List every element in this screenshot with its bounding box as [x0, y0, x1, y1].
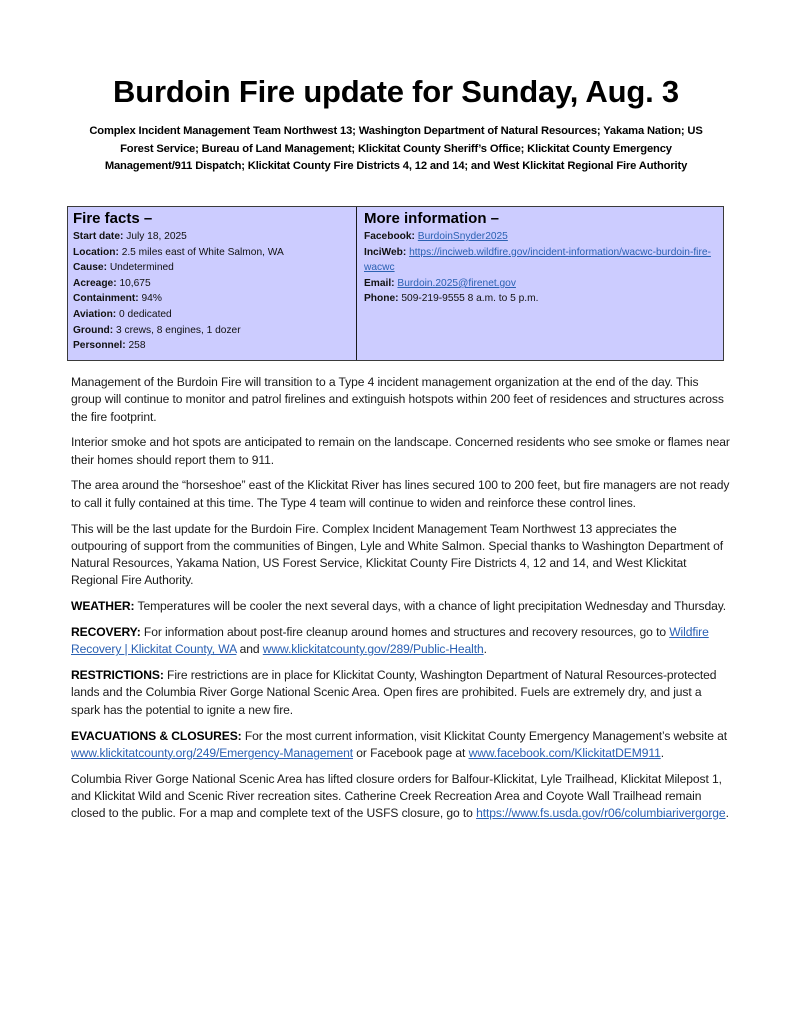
paragraph-restrictions [71, 667, 731, 719]
paragraph-thanks: This will be the last update for the Burdoin Fire. Complex Incident Management Team Northwest 13 appreciates the outpouring of support from the communities of Bingen, Lyle and White Salmon. Special thanks to Washington Department of Natural Resources, Yakama Nation, US Forest Service, Klickitat County Fire Districts 4, 12 and 14, and West Klickitat Regional Fire Authority. [71, 521, 724, 588]
fact-label: Containment: [73, 293, 139, 305]
fact-value: 258 [128, 340, 146, 352]
info-box [67, 206, 724, 361]
evacuations-text: For the most current information, visit Klickitat County Emergency Management’s website at [241, 728, 727, 743]
facebook-dem-link[interactable]: www.facebook.com/KlickitatDEM911 [468, 745, 661, 760]
recovery-label: RECOVERY: [71, 625, 141, 640]
fact-value: 2.5 miles east of White Salmon, WA [121, 246, 284, 258]
fact-label: Start date: [73, 231, 124, 242]
facebook-line [364, 229, 718, 245]
fact-label: Acreage: [73, 277, 117, 289]
fact-containment [73, 291, 351, 307]
recovery-text: For information about post-fire cleanup around homes and structures and recovery resources, go to [140, 625, 670, 640]
fact-label: Aviation: [73, 308, 117, 320]
phone-value: 509-219-9555 8 a.m. to 5 p.m. [401, 293, 539, 305]
paragraph-recovery [71, 624, 731, 659]
fire-facts-panel [68, 207, 357, 360]
inciweb-label: InciWeb: [364, 246, 407, 258]
fact-value: 3 crews, 8 engines, 1 dozer [116, 324, 241, 336]
phone-label: Phone: [364, 293, 399, 305]
fact-value: 0 dedicated [119, 308, 172, 320]
email-label: Email: [364, 277, 395, 289]
email-line [364, 276, 718, 292]
inciweb-line [364, 245, 718, 276]
page-title: Burdoin Fire update for Sunday, Aug. 3 [113, 74, 679, 109]
fact-acreage [73, 276, 351, 292]
evacuations-text: . [660, 745, 664, 760]
fact-value: 94% [141, 293, 162, 305]
paragraph-evacuations [71, 728, 731, 763]
fact-value: Undetermined [109, 262, 174, 274]
evacuations-text: or Facebook page at [353, 745, 469, 760]
inciweb-link[interactable]: https://inciweb.wildfire.gov/incident-information/wacwc-burdoin-fire-wacwc [364, 246, 711, 274]
fact-value: July 18, 2025 [126, 231, 187, 242]
fact-aviation [73, 307, 351, 323]
fire-facts-heading: Fire facts – [73, 210, 153, 227]
paragraph-smoke: Interior smoke and hot spots are anticipated to remain on the landscape. Concerned residents who see smoke or flames near their homes should report them to 911. [71, 435, 730, 467]
closures-text: Columbia River Gorge National Scenic Area has lifted closure orders for Balfour-Klickitat, Lyle Trailhead, Klickitat Milepost 1, and Klickitat Wild and Scenic River recreation sites. Catherine Creek Recreation Area and Coyote Wall Trailhead remain closed to the public. For a map and complete text of the USFS closure, go to [71, 771, 722, 821]
email-link[interactable]: Burdoin.2025@firenet.gov [397, 277, 516, 289]
paragraph-closures [71, 771, 731, 823]
more-info-panel [357, 207, 723, 360]
fact-cause [73, 260, 351, 276]
fact-label: Cause: [73, 262, 107, 274]
fact-label: Location: [73, 246, 119, 258]
fact-value: 10,675 [119, 277, 151, 289]
evacuations-label: EVACUATIONS & CLOSURES: [71, 728, 242, 743]
fact-personnel [73, 338, 351, 354]
facebook-link[interactable]: BurdoinSnyder2025 [417, 231, 508, 242]
paragraph-horseshoe: The area around the “horseshoe” east of the Klickitat River has lines secured 100 to 200 feet, but fire managers are not ready to call it fully contained at this time. The Type 4 team will continue to widen and reinforce these control lines. [71, 478, 730, 510]
more-info-heading: More information – [364, 210, 500, 227]
recovery-text: and [236, 642, 263, 657]
facebook-label: Facebook: [364, 231, 415, 242]
agencies-subtitle: Complex Incident Management Team Northwest 13; Washington Department of Natural Resources; Yakama Nation; US Forest Service; Bureau of Land Management; Klickitat County Sheriff’s Office; Klickitat County Emergency Management/911 Dispatch; Klickitat County Fire Districts 4, 12 and 14; and West Klickitat Regional Fire Authority [89, 125, 703, 172]
fact-ground [73, 323, 351, 339]
restrictions-label: RESTRICTIONS: [71, 668, 164, 683]
restrictions-text: Fire restrictions are in place for Klickitat County, Washington Department of Natural Resources-protected lands and the Columbia River Gorge National Scenic Area. Open fires are prohibited. Fuels are extremely dry, and just a spark has the potential to ignite a new fire. [71, 668, 717, 717]
paragraph-weather [71, 598, 731, 615]
weather-text: Temperatures will be cooler the next several days, with a chance of light precipitation Wednesday and Thursday. [134, 599, 727, 614]
fact-location [73, 245, 351, 261]
paragraph-transition: Management of the Burdoin Fire will transition to a Type 4 incident management organization at the end of the day. This group will continue to monitor and patrol firelines and extinguish hotspots within 200 feet of residences and structures across the fire footprint. [71, 375, 724, 424]
fact-start-date [73, 229, 351, 245]
usfs-gorge-link[interactable]: https://www.fs.usda.gov/r06/columbiarivergorge [476, 806, 726, 821]
public-health-link[interactable]: www.klickitatcounty.gov/289/Public-Health [262, 642, 484, 657]
body-content [71, 374, 731, 831]
wildfire-recovery-link[interactable]: Wildfire Recovery | Klickitat County, WA [71, 625, 709, 657]
fact-label: Personnel: [73, 340, 126, 352]
closures-text: . [725, 806, 729, 821]
recovery-text: . [483, 642, 487, 657]
emergency-management-link[interactable]: www.klickitatcounty.org/249/Emergency-Management [71, 745, 353, 760]
fact-label: Ground: [73, 324, 114, 336]
weather-label: WEATHER: [71, 599, 135, 614]
phone-line [364, 291, 718, 307]
